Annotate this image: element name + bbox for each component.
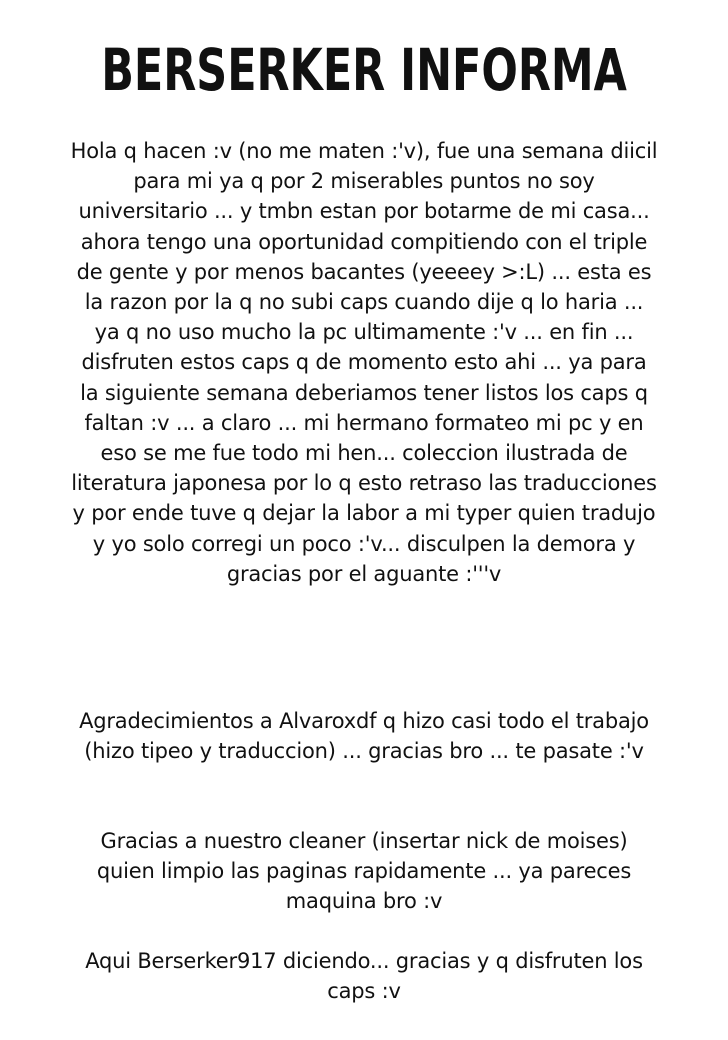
thanks-translator-paragraph: Agradecimientos a Alvaroxdf q hizo casi todo el trabajo (hizo tipeo y traduccion) ... gracias bro ... te pasate :'v xyxy=(79,709,649,764)
page-title: BERSERKER INFORMA xyxy=(101,36,627,104)
message-paragraph: Hola q hacen :v (no me maten :'v), fue una semana diicil para mi ya q por 2 miserables puntos no soy universitario ... y tmbn estan por botarme de mi casa... ahora tengo una oportunidad compitiendo con el triple de gente y por menos bacantes (yeeeey >:L) ... esta es la razon por la q no subi caps cuando dije q lo haria ... ya q no uso mucho la pc ultimamente :'v ... en fin ... disfruten estos caps q de momento esto ahi ... ya para la siguiente semana deberiamos tener listos los caps q faltan :v ... a claro ... mi hermano formateo mi pc y en eso se me fue todo mi hen... coleccion ilustrada de literatura japonesa por lo q esto retraso las traducciones y por ende tuve q dejar la labor a mi typer quien tradujo y yo solo corregi un poco :'v... disculpen la demora y gracias por el aguante :'''v xyxy=(70,139,658,586)
thanks-cleaner-paragraph: Gracias a nuestro cleaner (insertar nick de moises) quien limpio las paginas rapidamente ... ya pareces maquina bro :v xyxy=(96,829,632,914)
signoff-paragraph: Aqui Berserker917 diciendo... gracias y q disfruten los caps :v xyxy=(85,949,643,1004)
